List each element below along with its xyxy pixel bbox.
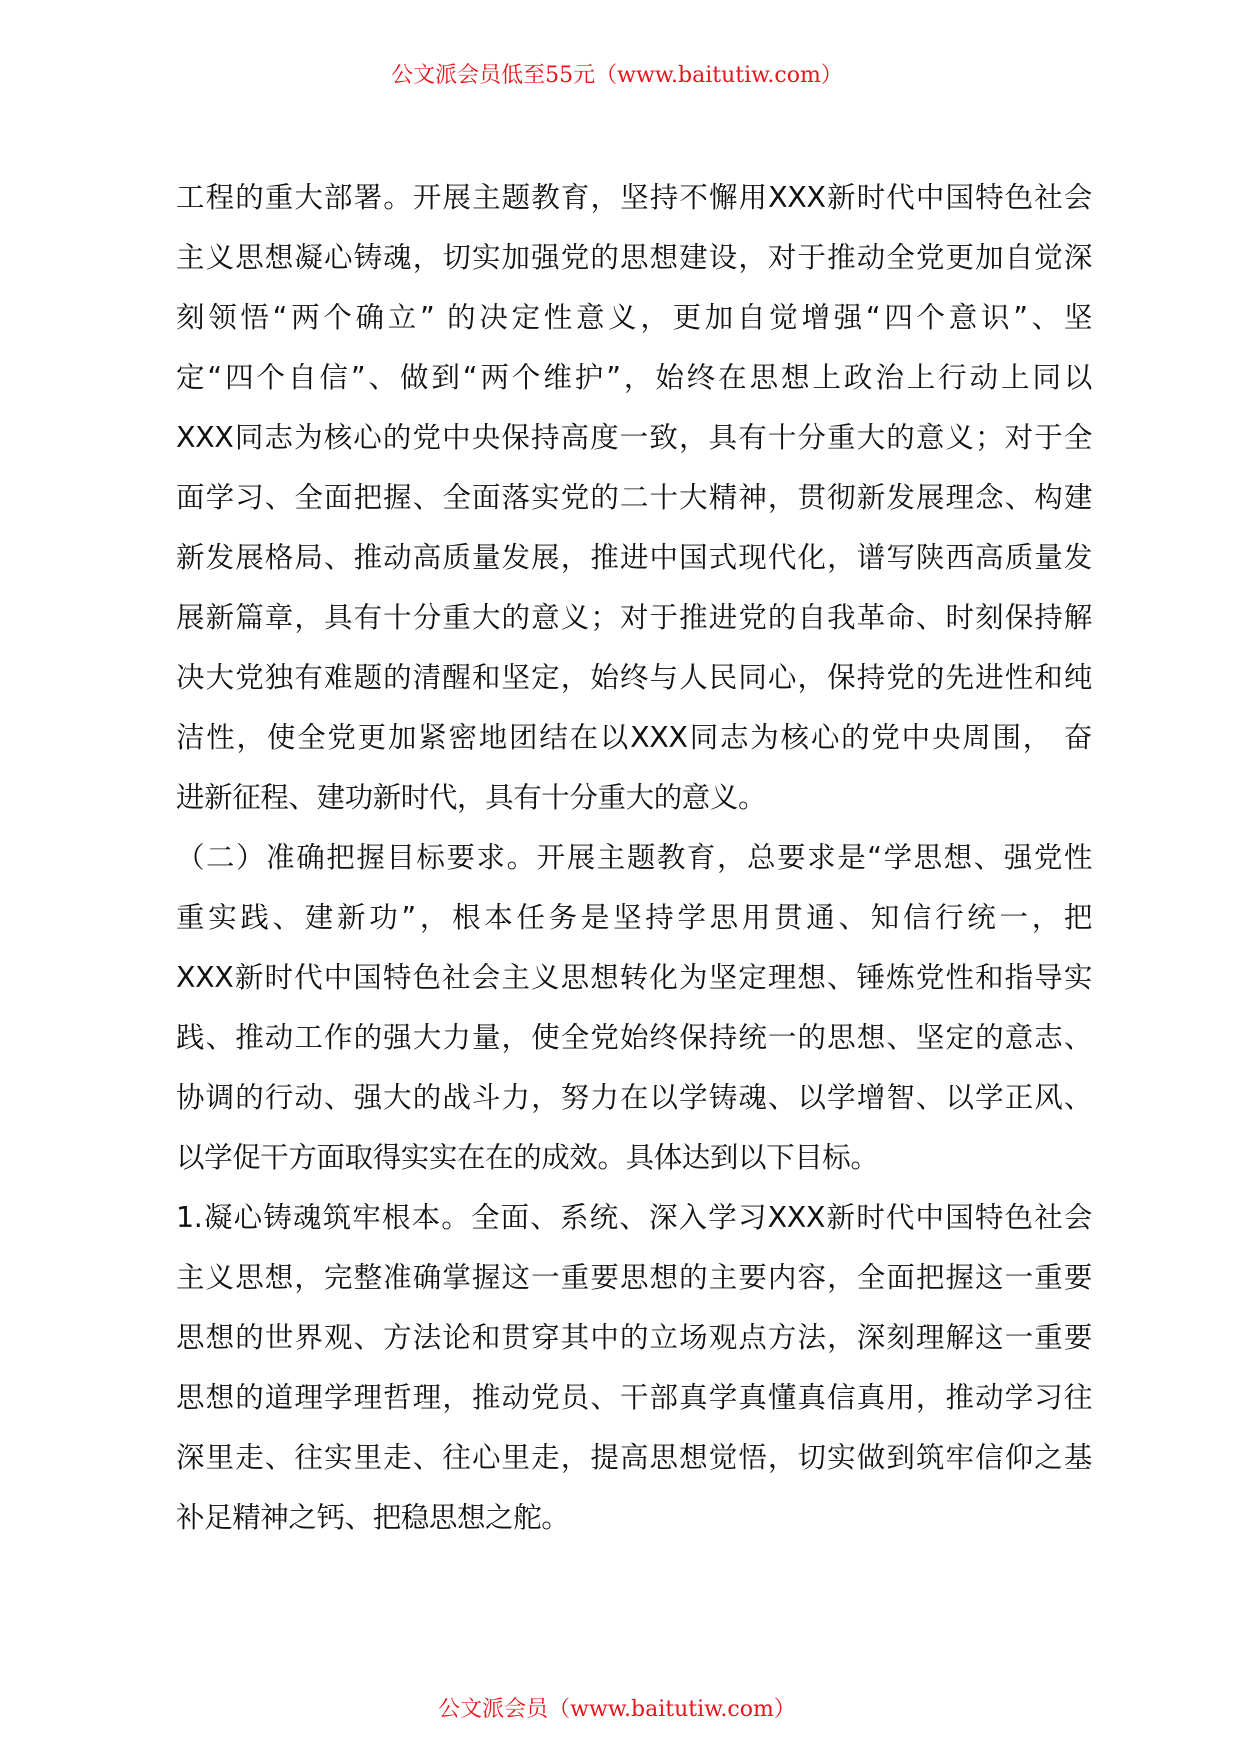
text-line: 工程的重大部署。开展主题教育，坚持不懈用XXX新时代中国特色社会 xyxy=(176,181,1092,214)
text-line: 重实践、建新功”，根本任务是坚持学思用贯通、知信行统一，把 xyxy=(176,901,1092,934)
footer-watermark: 公文派会员（www.baitutiw.com） xyxy=(438,1697,796,1722)
text-line: XXX新时代中国特色社会主义思想转化为坚定理想、锤炼党性和指导实 xyxy=(176,961,1092,994)
text-line: XXX同志为核心的党中央保持高度一致，具有十分重大的意义；对于全 xyxy=(176,421,1092,454)
text-line: 面学习、全面把握、全面落实党的二十大精神，贯彻新发展理念、构建 xyxy=(176,481,1092,514)
text-line: 新发展格局、推动高质量发展，推进中国式现代化，谱写陕西高质量发 xyxy=(176,541,1092,574)
text-line: 刻领悟“两个确立” 的决定性意义，更加自觉增强“四个意识”、坚 xyxy=(176,301,1092,334)
text-line: 补足精神之钙、把稳思想之舵。 xyxy=(176,1501,570,1534)
text-line: 思想的世界观、方法论和贯穿其中的立场观点方法，深刻理解这一重要 xyxy=(176,1321,1092,1354)
text-line: 定“四个自信”、做到“两个维护”，始终在思想上政治上行动上同以 xyxy=(176,361,1092,394)
text-line: 1.凝心铸魂筑牢根本。全面、系统、深入学习XXX新时代中国特色社会 xyxy=(176,1201,1092,1234)
text-line: 展新篇章，具有十分重大的意义；对于推进党的自我革命、时刻保持解 xyxy=(176,601,1092,634)
text-line: 深里走、往实里走、往心里走，提高思想觉悟，切实做到筑牢信仰之基 xyxy=(176,1441,1092,1474)
text-line: 以学促干方面取得实实在在的成效。具体达到以下目标。 xyxy=(176,1141,879,1174)
text-line: 主义思想，完整准确掌握这一重要思想的主要内容，全面把握这一重要 xyxy=(176,1261,1092,1294)
text-line: 践、推动工作的强大力量，使全党始终保持统一的思想、坚定的意志、 xyxy=(176,1021,1092,1054)
header-watermark: 公文派会员低至55元（www.baitutiw.com） xyxy=(391,63,843,88)
text-line: （二）准确把握目标要求。开展主题教育，总要求是“学思想、强党性 xyxy=(176,841,1092,874)
text-line: 协调的行动、强大的战斗力，努力在以学铸魂、以学增智、以学正风、 xyxy=(176,1081,1092,1114)
text-line: 主义思想凝心铸魂，切实加强党的思想建设，对于推动全党更加自觉深 xyxy=(176,241,1092,274)
text-line: 决大党独有难题的清醒和坚定，始终与人民同心，保持党的先进性和纯 xyxy=(176,661,1092,694)
document-body xyxy=(176,180,1092,1560)
text-line: 进新征程、建功新时代，具有十分重大的意义。 xyxy=(176,781,767,814)
text-line: 洁性，使全党更加紧密地团结在以XXX同志为核心的党中央周围， 奋 xyxy=(176,721,1092,754)
text-line: 思想的道理学理哲理，推动党员、干部真学真懂真信真用，推动学习往 xyxy=(176,1381,1092,1414)
